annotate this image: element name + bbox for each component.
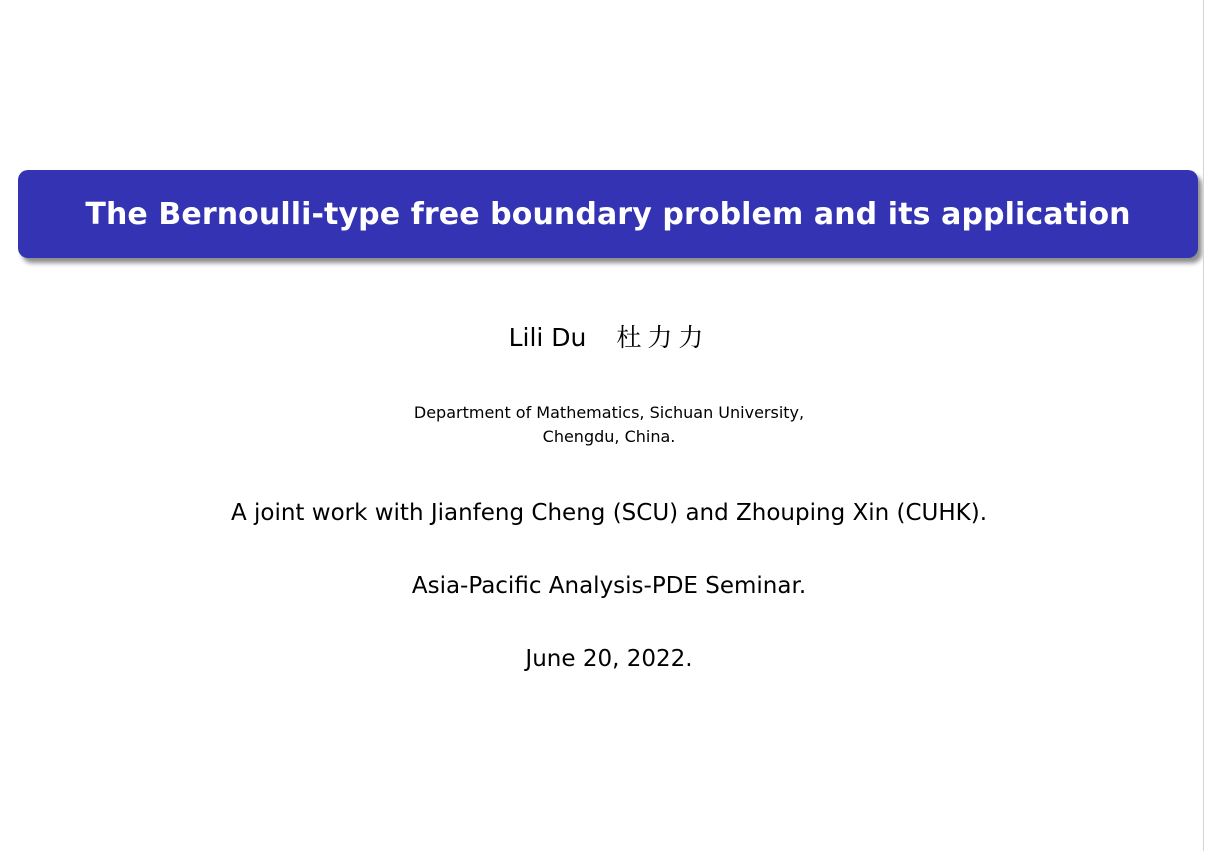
- event-line: Asia-Pacific Analysis-PDE Seminar.: [411, 573, 807, 599]
- joint-work-line: A joint work with Jianfeng Cheng (SCU) and Zhouping Xin (CUHK).: [230, 500, 988, 526]
- author-name: Lili Du: [508, 323, 587, 352]
- slide-title: The Bernoulli-type free boundary problem and its application: [85, 196, 1131, 232]
- date-line: June 20, 2022.: [525, 646, 693, 672]
- affiliation-line-1: Department of Mathematics, Sichuan University,: [413, 403, 805, 422]
- author-line: [0, 318, 1218, 354]
- author-name-cjk: 杜力力: [616, 323, 710, 352]
- affiliation-line-2: Chengdu, China.: [542, 427, 676, 446]
- viewer-right-edge: [1203, 0, 1218, 851]
- title-banner: [18, 170, 1198, 258]
